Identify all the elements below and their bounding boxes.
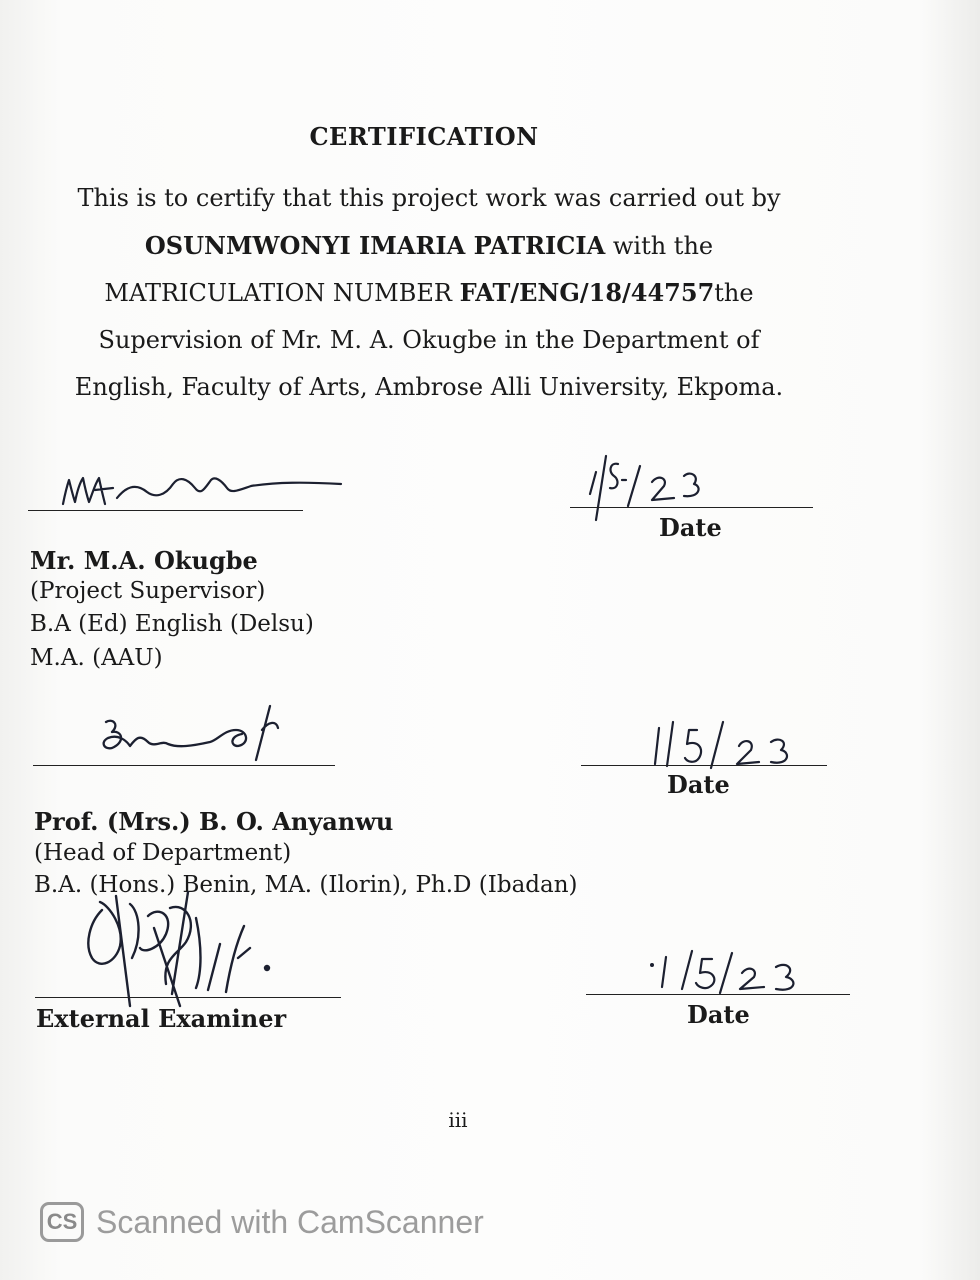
camscanner-logo-icon: CS (40, 1202, 84, 1242)
certification-line-1: This is to certify that this project work was carried out by (77, 184, 781, 212)
hod-qualification: B.A. (Hons.) Benin, MA. (Ilorin), Ph.D (Ibadan) (34, 872, 578, 898)
hod-date-label: Date (667, 770, 730, 799)
supervisor-name: Mr. M.A. Okugbe (30, 546, 258, 575)
external-examiner-signature (70, 888, 290, 1013)
supervisor-date-handwritten (578, 442, 748, 522)
supervisor-date-label: Date (659, 513, 722, 542)
hod-role: (Head of Department) (34, 840, 292, 866)
page-number: iii (448, 1108, 468, 1132)
supervisor-role: (Project Supervisor) (30, 578, 266, 604)
certification-line-5: English, Faculty of Arts, Ambrose Alli University, Ekpoma. (74, 373, 784, 401)
watermark-text: Scanned with CamScanner (96, 1204, 484, 1240)
hod-name: Prof. (Mrs.) B. O. Anyanwu (34, 807, 394, 836)
hod-signature (92, 700, 312, 770)
camscanner-watermark (40, 1198, 560, 1250)
student-name: OSUNMWONYI IMARIA PATRICIA (144, 231, 606, 260)
certification-line-3: MATRICULATION NUMBER FAT/ENG/18/44757the (104, 278, 754, 307)
page-title: CERTIFICATION (309, 122, 539, 151)
external-examiner-label: External Examiner (36, 1004, 287, 1033)
supervisor-qualification-1: B.A (Ed) English (Delsu) (30, 611, 314, 637)
certification-line-4: Supervision of Mr. M. A. Okugbe in the Department of (98, 326, 760, 354)
matric-number: FAT/ENG/18/44757 (459, 278, 715, 307)
external-date-label: Date (687, 1000, 750, 1029)
hod-date-handwritten (645, 712, 825, 772)
supervisor-qualification-2: M.A. (AAU) (30, 645, 163, 671)
certification-line-2: OSUNMWONYI IMARIA PATRICIA with the (144, 231, 714, 260)
supervisor-signature (55, 458, 355, 518)
external-date-handwritten (640, 943, 820, 999)
